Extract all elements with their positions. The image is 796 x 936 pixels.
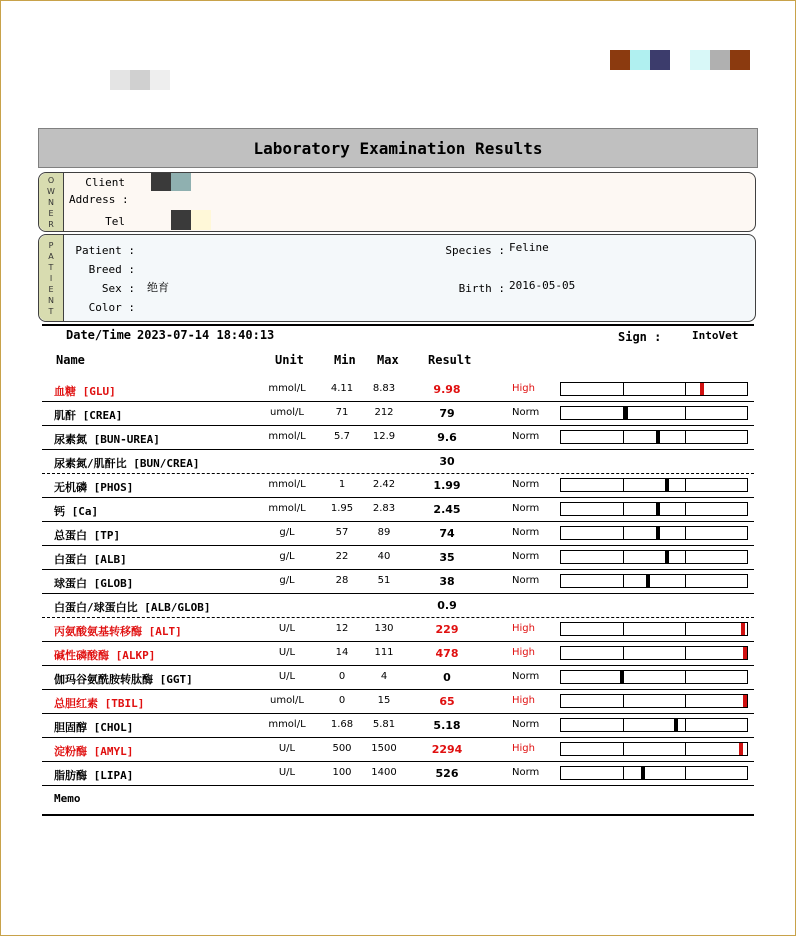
range-bar-divider — [685, 695, 686, 707]
test-result: 526 — [435, 767, 459, 780]
range-bar — [560, 742, 748, 756]
sex-value: 绝育 — [147, 281, 169, 294]
results-table — [42, 378, 754, 816]
test-unit: U/L — [278, 767, 296, 778]
test-unit: umol/L — [270, 695, 304, 706]
test-result: 478 — [435, 647, 459, 660]
test-name: 总胆红素 [TBIL] — [54, 697, 145, 710]
test-result: 2294 — [431, 743, 463, 756]
range-bar-marker — [743, 695, 747, 707]
range-bar-marker — [700, 383, 704, 395]
redacted-block — [151, 173, 171, 191]
range-bar-divider — [623, 527, 624, 539]
test-unit: g/L — [279, 527, 295, 538]
table-row — [42, 378, 754, 402]
table-row — [42, 570, 754, 594]
table-row — [42, 498, 754, 522]
range-bar-marker — [743, 647, 747, 659]
test-unit: mmol/L — [268, 719, 306, 730]
range-bar-marker — [739, 743, 743, 755]
datetime-label: Date/Time — [66, 328, 132, 342]
test-name: 球蛋白 [GLOB] — [54, 577, 134, 590]
range-bar-divider — [623, 767, 624, 779]
range-bar-marker — [665, 479, 669, 491]
test-max: 1400 — [371, 767, 397, 778]
test-flag: High — [512, 623, 535, 634]
test-result: 79 — [439, 407, 455, 420]
test-max: 89 — [377, 527, 391, 538]
tab-letter: I — [49, 273, 53, 283]
report-title: Laboratory Examination Results — [38, 128, 758, 168]
color-swatch — [650, 50, 670, 70]
test-unit: U/L — [278, 671, 296, 682]
test-name: 胆固醇 [CHOL] — [54, 721, 134, 734]
test-max: 2.42 — [372, 479, 396, 490]
redacted-block — [150, 70, 170, 90]
range-bar-divider — [685, 623, 686, 635]
datetime-value: 2023-07-14 18:40:13 — [137, 328, 275, 342]
range-bar — [560, 526, 748, 540]
test-unit: U/L — [278, 647, 296, 658]
range-bar — [560, 694, 748, 708]
test-name: 淀粉酶 [AMYL] — [54, 745, 134, 758]
range-bar-marker — [674, 719, 678, 731]
range-bar — [560, 478, 748, 492]
test-unit: umol/L — [270, 407, 304, 418]
tel-label: Tel — [105, 215, 125, 228]
test-result: 35 — [439, 551, 455, 564]
range-bar-divider — [685, 647, 686, 659]
range-bar-divider — [623, 551, 624, 563]
test-min: 0 — [338, 671, 346, 682]
range-bar-divider — [623, 695, 624, 707]
range-bar-divider — [685, 527, 686, 539]
range-bar — [560, 550, 748, 564]
test-flag: High — [512, 743, 535, 754]
range-bar — [560, 406, 748, 420]
col-result: Result — [428, 353, 472, 367]
range-bar-divider — [623, 383, 624, 395]
range-bar-marker — [641, 767, 645, 779]
test-min: 5.7 — [334, 431, 350, 442]
birth-value: 2016-05-05 — [509, 279, 576, 292]
range-bar-marker — [656, 527, 660, 539]
range-bar-divider — [623, 503, 624, 515]
test-max: 4 — [380, 671, 388, 682]
test-flag: High — [512, 383, 535, 394]
test-unit: mmol/L — [268, 383, 306, 394]
test-flag: High — [512, 695, 535, 706]
birth-label: Birth : — [458, 282, 505, 295]
test-unit: g/L — [279, 551, 295, 562]
test-name: 尿素氮/肌酐比 [BUN/CREA] — [54, 457, 200, 470]
range-bar-divider — [623, 719, 624, 731]
range-bar — [560, 502, 748, 516]
patient-label: Patient : — [75, 244, 135, 257]
test-unit: mmol/L — [268, 503, 306, 514]
test-name: 尿素氮 [BUN-UREA] — [54, 433, 160, 446]
col-min: Min — [334, 353, 356, 367]
color-swatch — [630, 50, 650, 70]
range-bar-divider — [685, 671, 686, 683]
test-name: 脂肪酶 [LIPA] — [54, 769, 134, 782]
table-row — [42, 474, 754, 498]
test-min: 57 — [335, 527, 349, 538]
test-max: 2.83 — [372, 503, 396, 514]
test-unit: U/L — [278, 743, 296, 754]
test-flag: Norm — [512, 671, 540, 682]
range-bar-divider — [685, 551, 686, 563]
test-min: 28 — [335, 575, 349, 586]
test-name: 总蛋白 [TP] — [54, 529, 121, 542]
tab-letter: W — [47, 186, 55, 196]
test-max: 111 — [374, 647, 394, 658]
range-bar-marker — [741, 623, 745, 635]
range-bar-divider — [685, 743, 686, 755]
range-bar — [560, 574, 748, 588]
color-label: Color : — [88, 301, 135, 314]
range-bar-divider — [685, 575, 686, 587]
test-name: 白蛋白 [ALB] — [54, 553, 127, 566]
table-row — [42, 642, 754, 666]
redacted-block — [171, 173, 191, 191]
test-flag: Norm — [512, 575, 540, 586]
range-bar-marker — [646, 575, 650, 587]
breed-label: Breed : — [88, 263, 135, 276]
col-unit: Unit — [275, 353, 304, 367]
test-max: 40 — [377, 551, 391, 562]
color-swatch — [730, 50, 750, 70]
test-result: 65 — [439, 695, 455, 708]
test-name: 钙 [Ca] — [54, 505, 99, 518]
tab-letter: A — [48, 251, 54, 261]
client-label: Client — [85, 176, 125, 189]
range-bar-divider — [685, 719, 686, 731]
range-bar-divider — [685, 431, 686, 443]
test-name: 伽玛谷氨酰胺转肽酶 [GGT] — [54, 673, 193, 686]
test-max: 5.81 — [372, 719, 396, 730]
table-row — [42, 690, 754, 714]
patient-tab-label — [39, 235, 64, 321]
test-flag: Norm — [512, 503, 540, 514]
range-bar-divider — [623, 647, 624, 659]
test-name: 肌酐 [CREA] — [54, 409, 123, 422]
range-bar — [560, 430, 748, 444]
tab-letter: E — [48, 208, 54, 218]
range-bar — [560, 718, 748, 732]
test-unit: mmol/L — [268, 479, 306, 490]
test-min: 100 — [332, 767, 352, 778]
test-min: 1 — [338, 479, 346, 490]
color-swatch — [710, 50, 730, 70]
test-flag: Norm — [512, 479, 540, 490]
memo-label: Memo — [54, 792, 81, 805]
redacted-block — [130, 70, 150, 90]
species-value: Feline — [509, 241, 549, 254]
test-result: 30 — [439, 455, 455, 468]
table-row — [42, 594, 754, 618]
test-min: 0 — [338, 695, 346, 706]
range-bar-divider — [685, 383, 686, 395]
test-name: 血糖 [GLU] — [54, 385, 116, 398]
tab-letter: R — [48, 219, 54, 229]
color-swatch — [690, 50, 710, 70]
range-bar-marker — [620, 671, 624, 683]
tab-letter: T — [48, 306, 54, 316]
test-flag: Norm — [512, 527, 540, 538]
test-flag: Norm — [512, 407, 540, 418]
range-bar — [560, 670, 748, 684]
test-min: 1.95 — [330, 503, 354, 514]
test-result: 74 — [439, 527, 455, 540]
table-row — [42, 402, 754, 426]
range-bar — [560, 646, 748, 660]
test-name: 丙氨酸氨基转移酶 [ALT] — [54, 625, 182, 638]
divider — [42, 324, 754, 326]
test-name: 无机磷 [PHOS] — [54, 481, 134, 494]
range-bar — [560, 622, 748, 636]
col-max: Max — [377, 353, 399, 367]
range-bar-divider — [623, 575, 624, 587]
test-max: 15 — [377, 695, 391, 706]
table-row — [42, 618, 754, 642]
test-max: 130 — [374, 623, 394, 634]
test-max: 212 — [374, 407, 394, 418]
test-name: 白蛋白/球蛋白比 [ALB/GLOB] — [54, 601, 211, 614]
test-flag: High — [512, 647, 535, 658]
test-result: 0 — [443, 671, 451, 684]
tab-letter: E — [48, 284, 54, 294]
test-max: 8.83 — [372, 383, 396, 394]
owner-tab-label — [39, 173, 64, 231]
range-bar-marker — [665, 551, 669, 563]
sex-label: Sex : — [101, 282, 135, 295]
range-bar — [560, 382, 748, 396]
test-unit: mmol/L — [268, 431, 306, 442]
tab-letter: N — [48, 295, 54, 305]
address-label: Address : — [69, 193, 129, 206]
test-result: 9.98 — [433, 383, 461, 396]
test-flag: Norm — [512, 551, 540, 562]
test-result: 229 — [435, 623, 459, 636]
range-bar-marker — [624, 407, 628, 419]
range-bar-divider — [685, 503, 686, 515]
test-min: 500 — [332, 743, 352, 754]
table-row — [42, 738, 754, 762]
range-bar-divider — [623, 479, 624, 491]
test-min: 1.68 — [330, 719, 354, 730]
range-bar-divider — [623, 431, 624, 443]
table-row — [42, 714, 754, 738]
sign-value: IntoVet — [692, 329, 739, 342]
table-row — [42, 762, 754, 786]
test-result: 38 — [439, 575, 455, 588]
test-result: 9.6 — [437, 431, 457, 444]
redacted-block — [191, 210, 211, 230]
test-result: 2.45 — [433, 503, 461, 516]
test-min: 12 — [335, 623, 349, 634]
range-bar-marker — [656, 431, 660, 443]
test-min: 71 — [335, 407, 349, 418]
test-max: 12.9 — [372, 431, 396, 442]
patient-section — [38, 234, 756, 322]
tab-letter: N — [48, 197, 54, 207]
tab-letter: T — [48, 262, 54, 272]
test-min: 14 — [335, 647, 349, 658]
range-bar-divider — [685, 479, 686, 491]
redacted-block — [171, 210, 191, 230]
range-bar-divider — [685, 407, 686, 419]
range-bar — [560, 766, 748, 780]
test-flag: Norm — [512, 767, 540, 778]
range-bar-marker — [656, 503, 660, 515]
owner-section — [38, 172, 756, 232]
range-bar-divider — [623, 743, 624, 755]
memo-row — [42, 786, 754, 816]
tab-letter: P — [48, 240, 54, 250]
sign-label: Sign : — [618, 330, 662, 344]
col-name: Name — [56, 353, 85, 367]
test-unit: g/L — [279, 575, 295, 586]
table-row — [42, 666, 754, 690]
test-flag: Norm — [512, 431, 540, 442]
test-max: 1500 — [371, 743, 397, 754]
test-result: 0.9 — [437, 599, 457, 612]
test-flag: Norm — [512, 719, 540, 730]
test-result: 5.18 — [433, 719, 461, 732]
test-min: 22 — [335, 551, 349, 562]
test-min: 4.11 — [330, 383, 354, 394]
color-swatch — [610, 50, 630, 70]
table-row — [42, 426, 754, 450]
test-unit: U/L — [278, 623, 296, 634]
table-row — [42, 522, 754, 546]
test-name: 碱性磷酸酶 [ALKP] — [54, 649, 156, 662]
species-label: Species : — [445, 244, 505, 257]
test-max: 51 — [377, 575, 391, 586]
redacted-block — [110, 70, 130, 90]
range-bar-divider — [685, 767, 686, 779]
range-bar-divider — [623, 623, 624, 635]
table-row — [42, 546, 754, 570]
tab-letter: O — [47, 175, 55, 185]
table-row — [42, 450, 754, 474]
test-result: 1.99 — [433, 479, 461, 492]
